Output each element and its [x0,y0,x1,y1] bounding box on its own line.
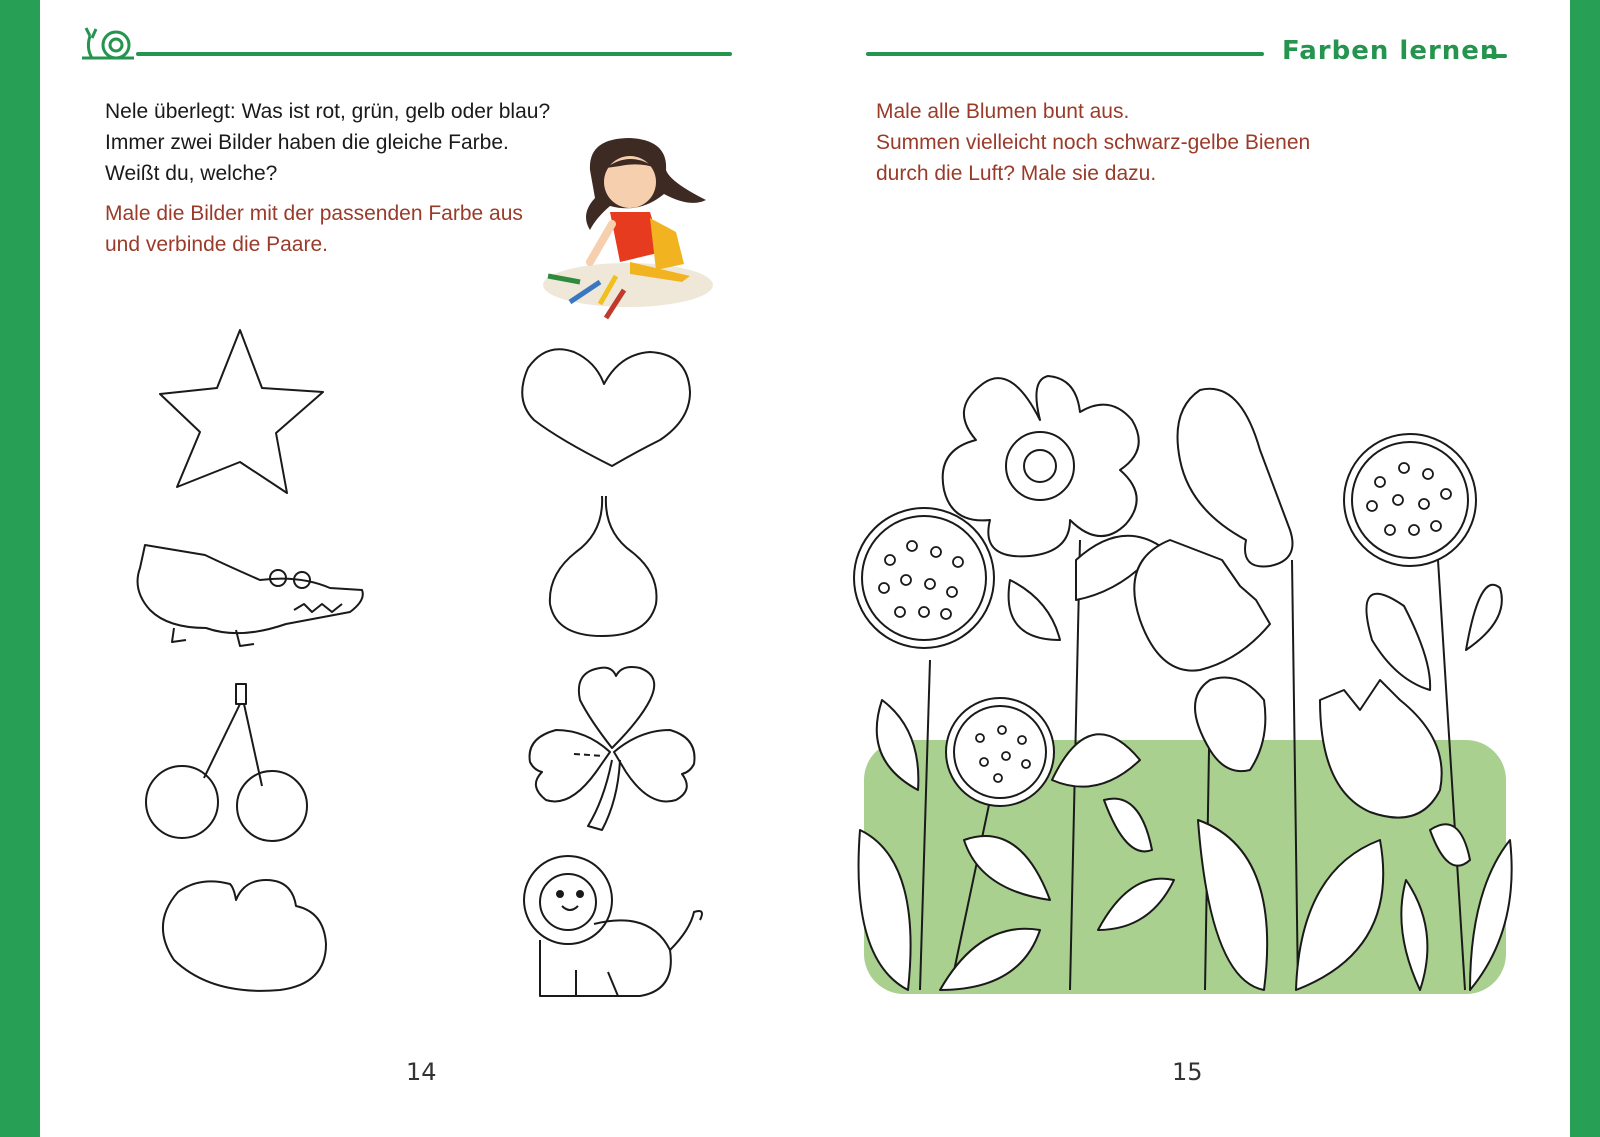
drop-figure [550,496,657,636]
sunflower-left [854,508,994,648]
lion-figure [524,856,702,996]
task-line: Summen vielleicht noch schwarz-gelbe Bienen [876,131,1311,154]
task-text-right [876,96,1310,189]
leaf [1466,585,1502,650]
task-line: durch die Luft? Male sie dazu. [876,162,1157,185]
sunflower-right [1344,434,1476,566]
clover-figure [530,667,695,830]
leaf [1009,580,1060,640]
intro-line: Weißt du, welche? [105,162,278,185]
cherries-figure [146,684,307,841]
girl-illustration [543,138,713,318]
header-title: Farben lernen [1282,36,1500,66]
leaf [1366,594,1430,690]
heart-figure [522,349,690,466]
crocodile-figure [138,545,363,646]
intro-line: Nele überlegt: Was ist rot, grün, gelb oder blau? [105,100,551,123]
page-number-left: 14 [406,1058,437,1086]
task-text-left [105,198,523,260]
page-number-right: 15 [1172,1058,1203,1086]
task-line: Male alle Blumen bunt aus. [876,100,1130,123]
cloud-figure [163,880,326,991]
snail-icon [82,28,134,58]
sunflower-small [946,698,1054,806]
bell-flower [1178,389,1293,567]
star-figure [160,330,323,493]
intro-line: Immer zwei Bilder haben die gleiche Farbe. [105,131,509,154]
task-line: Male die Bilder mit der passenden Farbe aus [105,202,523,225]
intro-text [105,96,550,189]
task-line: und verbinde die Paare. [105,233,328,256]
